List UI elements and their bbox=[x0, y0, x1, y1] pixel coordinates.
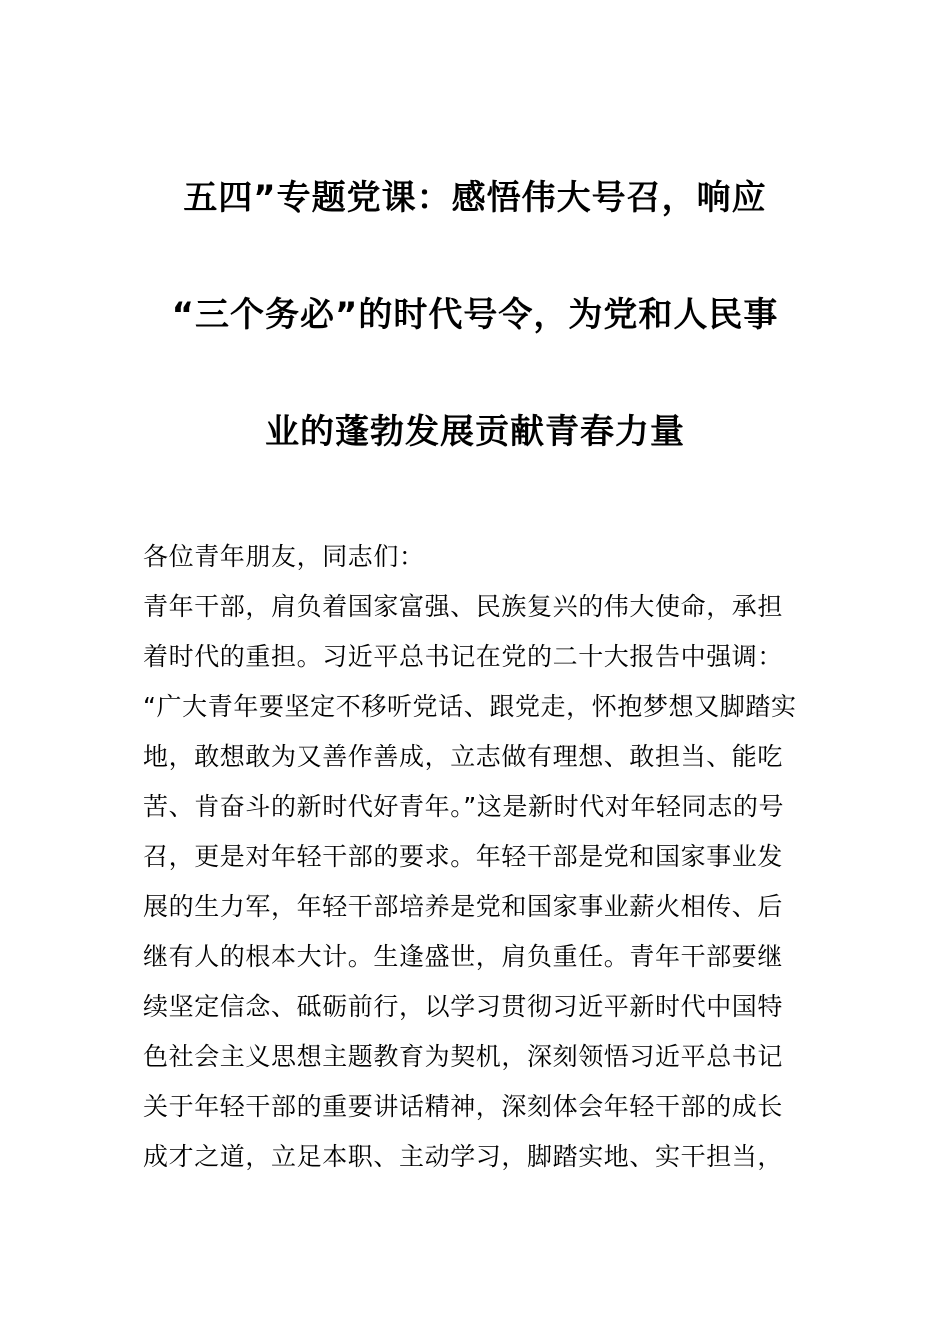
body-line: 苦、肯奋斗的新时代好青年。”这是新时代对年轻同志的号 bbox=[143, 792, 785, 821]
document-title bbox=[120, 140, 830, 491]
body-line: 续坚定信念、砥砺前行，以学习贯彻习近平新时代中国特 bbox=[143, 992, 784, 1021]
body-line: 展的生力军，年轻干部培养是党和国家事业薪火相传、后 bbox=[143, 892, 784, 921]
body-line: “广大青年要坚定不移听党话、跟党走，怀抱梦想又脚踏实 bbox=[143, 692, 797, 721]
body-line: 成才之道，立足本职、主动学习，脚踏实地、实干担当， bbox=[143, 1142, 784, 1171]
body-line: 色社会主义思想主题教育为契机，深刻领悟习近平总书记 bbox=[143, 1042, 784, 1071]
title-line-1: 五四”专题党课：感悟伟大号召，响应 bbox=[183, 178, 767, 218]
title-line-3: 业的蓬勃发展贡献青春力量 bbox=[265, 412, 685, 452]
body-line: 地，敢想敢为又善作善成，立志做有理想、敢担当、能吃 bbox=[143, 742, 784, 771]
body-line: 青年干部，肩负着国家富强、民族复兴的伟大使命，承担 bbox=[143, 592, 784, 621]
body-line: 继有人的根本大计。生逢盛世，肩负重任。青年干部要继 bbox=[143, 942, 784, 971]
title-line-2: “三个务必”的时代号令，为党和人民事 bbox=[171, 295, 779, 335]
body-line: 着时代的重担。习近平总书记在党的二十大报告中强调： bbox=[143, 642, 784, 671]
body-line: 关于年轻干部的重要讲话精神，深刻体会年轻干部的成长 bbox=[143, 1092, 784, 1121]
document-body bbox=[143, 532, 813, 1182]
body-line: 召，更是对年轻干部的要求。年轻干部是党和国家事业发 bbox=[143, 842, 784, 871]
salutation: 各位青年朋友，同志们： bbox=[143, 542, 425, 571]
